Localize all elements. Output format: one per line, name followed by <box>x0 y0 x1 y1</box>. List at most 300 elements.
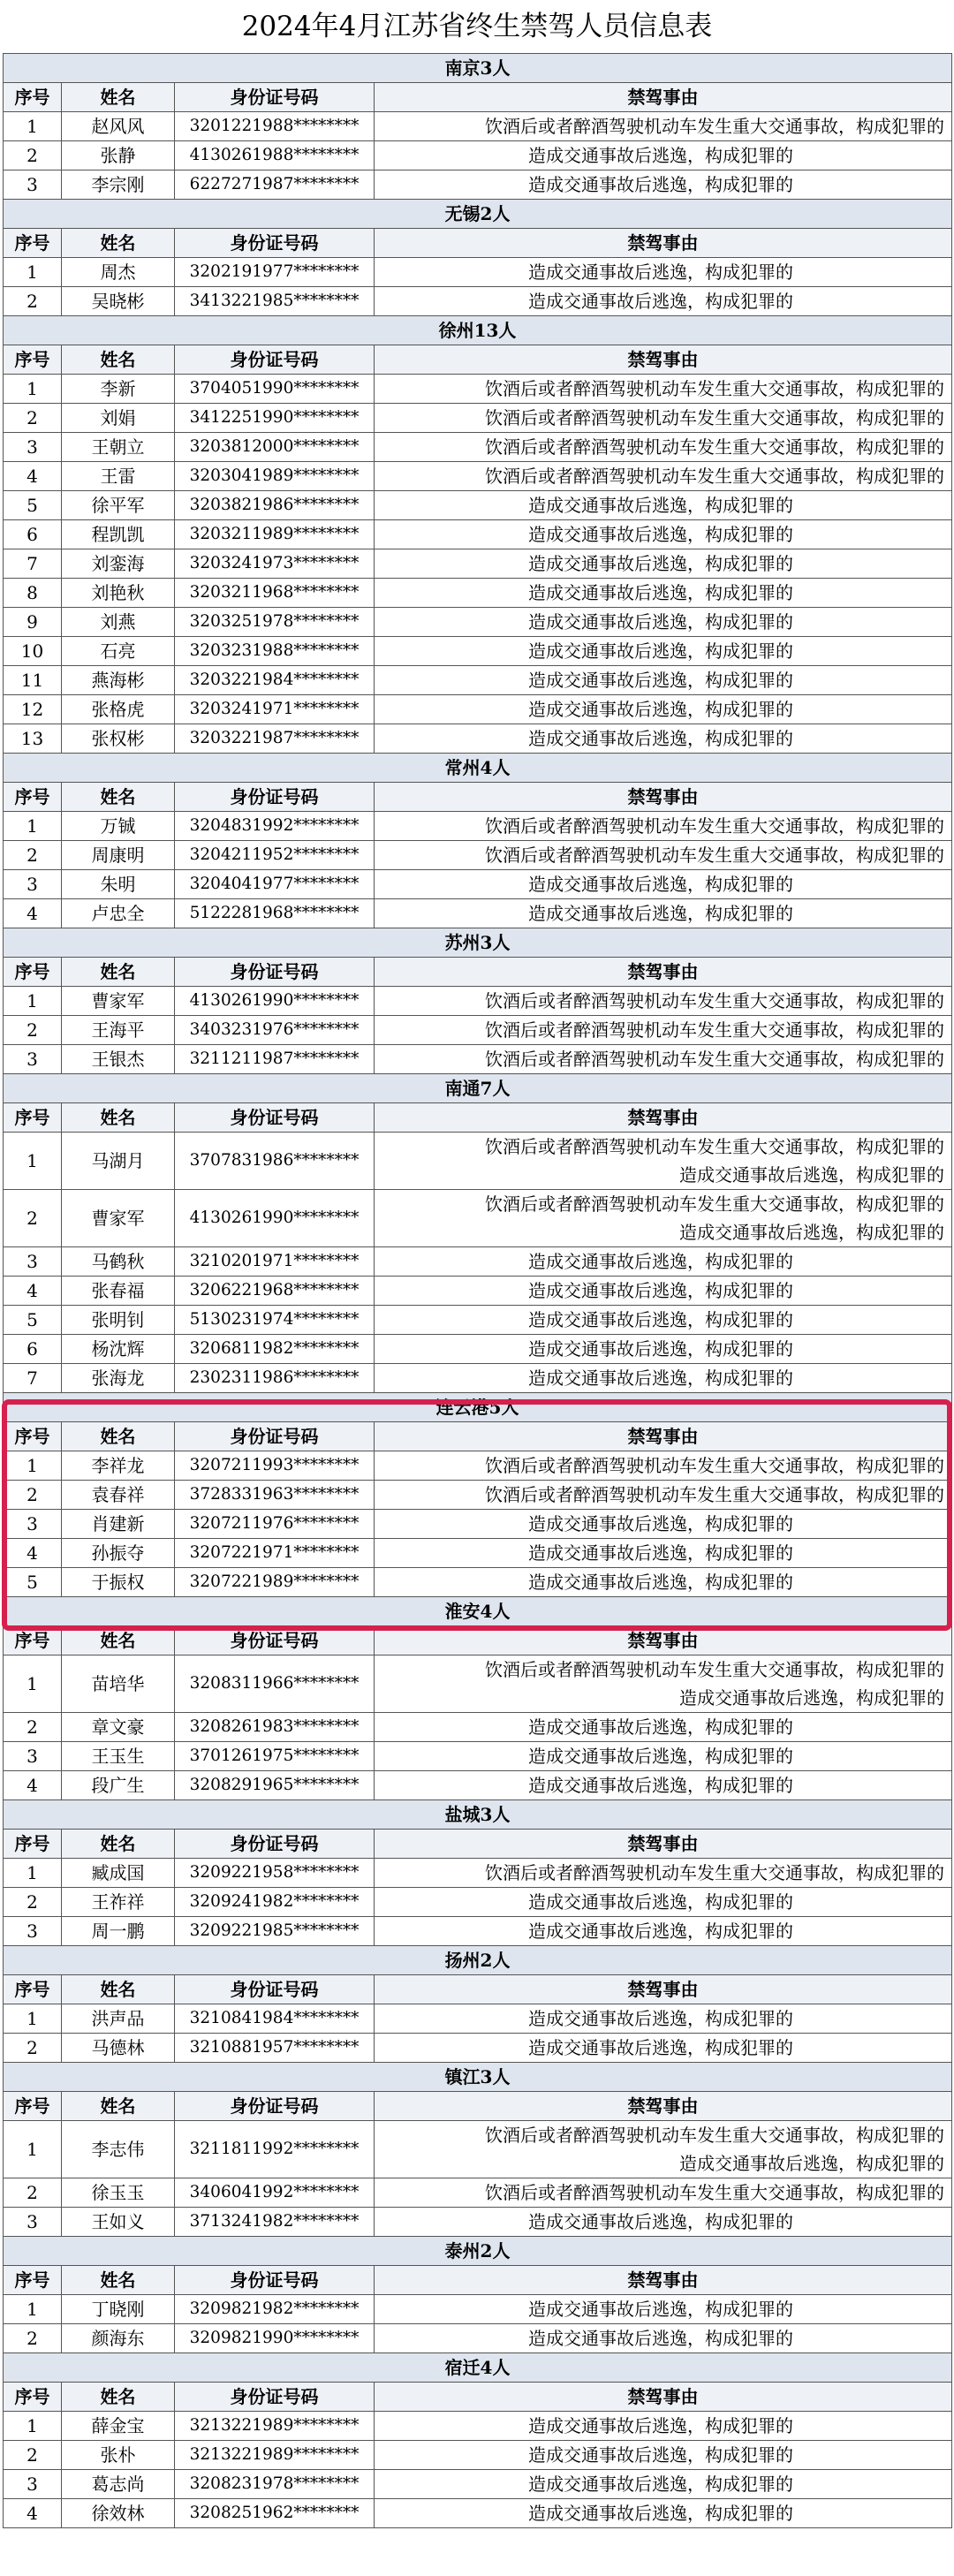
city-header: 盐城3人 <box>4 1800 952 1830</box>
id-cell: 3207221971******** <box>175 1539 375 1568</box>
name-cell: 洪声品 <box>62 2004 175 2034</box>
seq-cell: 6 <box>4 1335 62 1364</box>
table-row <box>4 1190 952 1247</box>
city-header: 无锡2人 <box>4 200 952 229</box>
name-cell: 王海平 <box>62 1016 175 1045</box>
reason-cell: 造成交通事故后逃逸，构成犯罪的 <box>375 695 952 724</box>
id-cell: 3204831992******** <box>175 812 375 841</box>
name-cell: 薛金宝 <box>62 2412 175 2441</box>
reason-cell: 造成交通事故后逃逸，构成犯罪的 <box>375 2004 952 2034</box>
seq-cell: 6 <box>4 520 62 549</box>
city-header-row <box>4 54 952 83</box>
name-cell: 段广生 <box>62 1771 175 1800</box>
column-header-row <box>4 958 952 987</box>
id-cell: 4130261988******** <box>175 141 375 170</box>
table-row <box>4 404 952 433</box>
id-cell: 3209221958******** <box>175 1859 375 1888</box>
reason-line-dui: 饮酒后或者醉酒驾驶机动车发生重大交通事故，构成犯罪的 <box>485 1193 945 1215</box>
seq-cell: 1 <box>4 987 62 1016</box>
name-cell: 马德林 <box>62 2034 175 2063</box>
seq-cell: 5 <box>4 1568 62 1597</box>
reason-cell: 饮酒后或者醉酒驾驶机动车发生重大交通事故，构成犯罪的 <box>375 1451 952 1481</box>
table-row <box>4 1539 952 1568</box>
name-cell: 张格虎 <box>62 695 175 724</box>
name-cell: 王雷 <box>62 462 175 491</box>
city-header: 淮安4人 <box>4 1597 952 1626</box>
col-header-reason: 禁驾事由 <box>375 2092 952 2121</box>
seq-cell: 3 <box>4 1247 62 1277</box>
reason-cell: 造成交通事故后逃逸，构成犯罪的 <box>375 1277 952 1306</box>
col-header-name: 姓名 <box>62 1626 175 1655</box>
table-row <box>4 2324 952 2353</box>
col-header-reason: 禁驾事由 <box>375 1830 952 1859</box>
table-row <box>4 2470 952 2499</box>
name-cell: 王祚祥 <box>62 1888 175 1917</box>
reason-cell: 饮酒后或者醉酒驾驶机动车发生重大交通事故，构成犯罪的 <box>375 375 952 404</box>
table-row <box>4 841 952 870</box>
table-row <box>4 112 952 141</box>
id-cell: 3202191977******** <box>175 258 375 287</box>
seq-cell: 3 <box>4 1045 62 1074</box>
seq-cell: 4 <box>4 1539 62 1568</box>
table-row <box>4 1277 952 1306</box>
name-cell: 程凯凯 <box>62 520 175 549</box>
seq-cell: 5 <box>4 1306 62 1335</box>
col-header-name: 姓名 <box>62 345 175 375</box>
col-header-seq: 序号 <box>4 229 62 258</box>
city-header-row <box>4 928 952 958</box>
reason-cell: 造成交通事故后逃逸，构成犯罪的 <box>375 2470 952 2499</box>
reason-cell: 造成交通事故后逃逸，构成犯罪的 <box>375 724 952 754</box>
page-title: 2024年4月江苏省终生禁驾人员信息表 <box>241 11 713 42</box>
table-row <box>4 287 952 316</box>
table-row <box>4 170 952 200</box>
reason-cell: 饮酒后或者醉酒驾驶机动车发生重大交通事故，构成犯罪的 <box>375 1016 952 1045</box>
name-cell: 张海龙 <box>62 1364 175 1393</box>
seq-cell: 1 <box>4 1655 62 1713</box>
seq-cell: 1 <box>4 2004 62 2034</box>
table-row <box>4 433 952 462</box>
reason-cell: 造成交通事故后逃逸，构成犯罪的 <box>375 899 952 928</box>
col-header-name: 姓名 <box>62 958 175 987</box>
table-row <box>4 141 952 170</box>
col-header-id: 身份证号码 <box>175 783 375 812</box>
seq-cell: 2 <box>4 841 62 870</box>
seq-cell: 4 <box>4 1771 62 1800</box>
seq-cell: 2 <box>4 2324 62 2353</box>
id-cell: 3203211968******** <box>175 579 375 608</box>
col-header-seq: 序号 <box>4 1830 62 1859</box>
city-header-row <box>4 1597 952 1626</box>
table-row <box>4 1306 952 1335</box>
name-cell: 燕海彬 <box>62 666 175 695</box>
id-cell: 3207211993******** <box>175 1451 375 1481</box>
column-header-row <box>4 783 952 812</box>
col-header-reason: 禁驾事由 <box>375 83 952 112</box>
seq-cell: 3 <box>4 1510 62 1539</box>
id-cell: 3203821986******** <box>175 491 375 520</box>
table-row <box>4 520 952 549</box>
reason-cell: 造成交通事故后逃逸，构成犯罪的 <box>375 2441 952 2470</box>
col-header-reason: 禁驾事由 <box>375 958 952 987</box>
reason-cell: 造成交通事故后逃逸，构成犯罪的 <box>375 2295 952 2324</box>
table-row <box>4 491 952 520</box>
table-row <box>4 1568 952 1597</box>
table-row <box>4 812 952 841</box>
id-cell: 3210201971******** <box>175 1247 375 1277</box>
city-header-row <box>4 2353 952 2383</box>
name-cell: 曹家军 <box>62 1190 175 1247</box>
col-header-seq: 序号 <box>4 958 62 987</box>
reason-cell: 造成交通事故后逃逸，构成犯罪的 <box>375 666 952 695</box>
reason-cell: 饮酒后或者醉酒驾驶机动车发生重大交通事故，构成犯罪的 <box>375 1045 952 1074</box>
name-cell: 王朝立 <box>62 433 175 462</box>
id-cell: 3204211952******** <box>175 841 375 870</box>
table-row <box>4 2412 952 2441</box>
seq-cell: 1 <box>4 1133 62 1190</box>
col-header-name: 姓名 <box>62 1975 175 2004</box>
reason-cell: 造成交通事故后逃逸，构成犯罪的 <box>375 1713 952 1742</box>
name-cell: 马湖月 <box>62 1133 175 1190</box>
table-row <box>4 2208 952 2237</box>
name-cell: 万铖 <box>62 812 175 841</box>
seq-cell: 2 <box>4 287 62 316</box>
reason-line-dui: 饮酒后或者醉酒驾驶机动车发生重大交通事故，构成犯罪的 <box>485 1136 945 1157</box>
name-cell: 王玉生 <box>62 1742 175 1771</box>
table-row <box>4 899 952 928</box>
seq-cell: 3 <box>4 870 62 899</box>
seq-cell: 4 <box>4 1277 62 1306</box>
table-row <box>4 2499 952 2528</box>
seq-cell: 1 <box>4 2121 62 2178</box>
seq-cell: 4 <box>4 899 62 928</box>
table-row <box>4 1655 952 1713</box>
reason-cell <box>375 1190 952 1247</box>
table-row <box>4 1481 952 1510</box>
name-cell: 刘娟 <box>62 404 175 433</box>
seq-cell: 2 <box>4 2034 62 2063</box>
reason-cell: 造成交通事故后逃逸，构成犯罪的 <box>375 2208 952 2237</box>
id-cell: 6227271987******** <box>175 170 375 200</box>
seq-cell: 2 <box>4 1888 62 1917</box>
id-cell: 3203221987******** <box>175 724 375 754</box>
name-cell: 葛志尚 <box>62 2470 175 2499</box>
seq-cell: 1 <box>4 2295 62 2324</box>
reason-line-dui: 饮酒后或者醉酒驾驶机动车发生重大交通事故，构成犯罪的 <box>485 1659 945 1680</box>
name-cell: 马鹤秋 <box>62 1247 175 1277</box>
id-cell: 5130231974******** <box>175 1306 375 1335</box>
col-header-seq: 序号 <box>4 1626 62 1655</box>
reason-cell: 造成交通事故后逃逸，构成犯罪的 <box>375 1539 952 1568</box>
reason-cell: 造成交通事故后逃逸，构成犯罪的 <box>375 1247 952 1277</box>
seq-cell: 12 <box>4 695 62 724</box>
col-header-seq: 序号 <box>4 2383 62 2412</box>
name-cell: 丁晓刚 <box>62 2295 175 2324</box>
column-header-row <box>4 1422 952 1451</box>
id-cell: 5122281968******** <box>175 899 375 928</box>
reason-cell: 造成交通事故后逃逸，构成犯罪的 <box>375 1306 952 1335</box>
table-row <box>4 375 952 404</box>
seq-cell: 1 <box>4 258 62 287</box>
id-cell: 3201221988******** <box>175 112 375 141</box>
driver-ban-table <box>3 53 952 2528</box>
id-cell: 3211211987******** <box>175 1045 375 1074</box>
reason-line-hitrun: 造成交通事故后逃逸，构成犯罪的 <box>679 2153 945 2174</box>
reason-cell: 造成交通事故后逃逸，构成犯罪的 <box>375 870 952 899</box>
id-cell: 3208311966******** <box>175 1655 375 1713</box>
id-cell: 3403231976******** <box>175 1016 375 1045</box>
id-cell: 4130261990******** <box>175 1190 375 1247</box>
seq-cell: 13 <box>4 724 62 754</box>
table-row <box>4 1917 952 1946</box>
reason-cell: 造成交通事故后逃逸，构成犯罪的 <box>375 1888 952 1917</box>
col-header-name: 姓名 <box>62 83 175 112</box>
col-header-id: 身份证号码 <box>175 1103 375 1133</box>
name-cell: 赵风风 <box>62 112 175 141</box>
reason-cell: 饮酒后或者醉酒驾驶机动车发生重大交通事故，构成犯罪的 <box>375 987 952 1016</box>
reason-cell: 造成交通事故后逃逸，构成犯罪的 <box>375 287 952 316</box>
reason-cell: 饮酒后或者醉酒驾驶机动车发生重大交通事故，构成犯罪的 <box>375 812 952 841</box>
reason-cell: 饮酒后或者醉酒驾驶机动车发生重大交通事故，构成犯罪的 <box>375 1859 952 1888</box>
reason-cell: 造成交通事故后逃逸，构成犯罪的 <box>375 1335 952 1364</box>
name-cell: 王如义 <box>62 2208 175 2237</box>
col-header-reason: 禁驾事由 <box>375 1626 952 1655</box>
reason-cell: 造成交通事故后逃逸，构成犯罪的 <box>375 258 952 287</box>
col-header-seq: 序号 <box>4 2266 62 2295</box>
table-row <box>4 258 952 287</box>
id-cell: 4130261990******** <box>175 987 375 1016</box>
table-row <box>4 1045 952 1074</box>
seq-cell: 2 <box>4 141 62 170</box>
reason-cell <box>375 1655 952 1713</box>
col-header-id: 身份证号码 <box>175 83 375 112</box>
col-header-seq: 序号 <box>4 345 62 375</box>
reason-cell: 造成交通事故后逃逸，构成犯罪的 <box>375 637 952 666</box>
id-cell: 3203251978******** <box>175 608 375 637</box>
col-header-id: 身份证号码 <box>175 1975 375 2004</box>
reason-cell <box>375 2121 952 2178</box>
col-header-id: 身份证号码 <box>175 958 375 987</box>
seq-cell: 2 <box>4 2441 62 2470</box>
col-header-reason: 禁驾事由 <box>375 345 952 375</box>
table-row <box>4 608 952 637</box>
name-cell: 张权彬 <box>62 724 175 754</box>
seq-cell: 3 <box>4 1917 62 1946</box>
name-cell: 张朴 <box>62 2441 175 2470</box>
name-cell: 张春福 <box>62 1277 175 1306</box>
id-cell: 3209221985******** <box>175 1917 375 1946</box>
col-header-id: 身份证号码 <box>175 1422 375 1451</box>
column-header-row <box>4 1103 952 1133</box>
seq-cell: 1 <box>4 375 62 404</box>
table-body <box>4 54 952 2528</box>
col-header-name: 姓名 <box>62 2092 175 2121</box>
col-header-id: 身份证号码 <box>175 1830 375 1859</box>
reason-cell: 造成交通事故后逃逸，构成犯罪的 <box>375 608 952 637</box>
reason-cell: 造成交通事故后逃逸，构成犯罪的 <box>375 491 952 520</box>
seq-cell: 1 <box>4 812 62 841</box>
col-header-id: 身份证号码 <box>175 2383 375 2412</box>
col-header-id: 身份证号码 <box>175 2092 375 2121</box>
id-cell: 3209821990******** <box>175 2324 375 2353</box>
id-cell: 3713241982******** <box>175 2208 375 2237</box>
table-row <box>4 1742 952 1771</box>
name-cell: 臧成国 <box>62 1859 175 1888</box>
reason-cell: 饮酒后或者醉酒驾驶机动车发生重大交通事故，构成犯罪的 <box>375 112 952 141</box>
city-header: 徐州13人 <box>4 316 952 345</box>
table-row <box>4 1247 952 1277</box>
id-cell: 2302311986******** <box>175 1364 375 1393</box>
col-header-name: 姓名 <box>62 229 175 258</box>
name-cell: 章文豪 <box>62 1713 175 1742</box>
name-cell: 李宗刚 <box>62 170 175 200</box>
table-row <box>4 2295 952 2324</box>
city-header-row <box>4 316 952 345</box>
col-header-seq: 序号 <box>4 1103 62 1133</box>
name-cell: 朱明 <box>62 870 175 899</box>
reason-cell: 造成交通事故后逃逸，构成犯罪的 <box>375 1568 952 1597</box>
city-header: 扬州2人 <box>4 1946 952 1975</box>
table-row <box>4 695 952 724</box>
id-cell: 3208231978******** <box>175 2470 375 2499</box>
name-cell: 苗培华 <box>62 1655 175 1713</box>
seq-cell: 3 <box>4 1742 62 1771</box>
column-header-row <box>4 1830 952 1859</box>
col-header-reason: 禁驾事由 <box>375 1975 952 2004</box>
reason-cell: 造成交通事故后逃逸，构成犯罪的 <box>375 2412 952 2441</box>
name-cell: 卢忠全 <box>62 899 175 928</box>
seq-cell: 7 <box>4 549 62 579</box>
col-header-name: 姓名 <box>62 783 175 812</box>
col-header-name: 姓名 <box>62 2266 175 2295</box>
seq-cell: 7 <box>4 1364 62 1393</box>
reason-cell: 造成交通事故后逃逸，构成犯罪的 <box>375 2324 952 2353</box>
id-cell: 3206811982******** <box>175 1335 375 1364</box>
id-cell: 3206221968******** <box>175 1277 375 1306</box>
id-cell: 3207211976******** <box>175 1510 375 1539</box>
col-header-seq: 序号 <box>4 783 62 812</box>
seq-cell: 3 <box>4 2470 62 2499</box>
table-row <box>4 1859 952 1888</box>
table-row <box>4 2178 952 2208</box>
name-cell: 周杰 <box>62 258 175 287</box>
id-cell: 3203221984******** <box>175 666 375 695</box>
table-row <box>4 1133 952 1190</box>
col-header-reason: 禁驾事由 <box>375 229 952 258</box>
seq-cell: 2 <box>4 1016 62 1045</box>
table-row <box>4 870 952 899</box>
id-cell: 3208291965******** <box>175 1771 375 1800</box>
seq-cell: 9 <box>4 608 62 637</box>
column-header-row <box>4 83 952 112</box>
name-cell: 徐平军 <box>62 491 175 520</box>
reason-cell: 饮酒后或者醉酒驾驶机动车发生重大交通事故，构成犯罪的 <box>375 462 952 491</box>
reason-line-hitrun: 造成交通事故后逃逸，构成犯罪的 <box>679 1687 945 1708</box>
id-cell: 3210841984******** <box>175 2004 375 2034</box>
id-cell: 3213221989******** <box>175 2412 375 2441</box>
col-header-id: 身份证号码 <box>175 2266 375 2295</box>
reason-cell: 造成交通事故后逃逸，构成犯罪的 <box>375 1771 952 1800</box>
table-row <box>4 1364 952 1393</box>
id-cell: 3209821982******** <box>175 2295 375 2324</box>
reason-cell <box>375 1133 952 1190</box>
id-cell: 3213221989******** <box>175 2441 375 2470</box>
seq-cell: 2 <box>4 1190 62 1247</box>
city-header-row <box>4 2237 952 2266</box>
seq-cell: 4 <box>4 2499 62 2528</box>
col-header-seq: 序号 <box>4 83 62 112</box>
name-cell: 石亮 <box>62 637 175 666</box>
reason-cell: 饮酒后或者醉酒驾驶机动车发生重大交通事故，构成犯罪的 <box>375 1481 952 1510</box>
city-header: 苏州3人 <box>4 928 952 958</box>
name-cell: 刘銮海 <box>62 549 175 579</box>
city-header-row <box>4 1946 952 1975</box>
name-cell: 刘燕 <box>62 608 175 637</box>
reason-cell: 造成交通事故后逃逸，构成犯罪的 <box>375 520 952 549</box>
table-row <box>4 637 952 666</box>
table-row <box>4 2441 952 2470</box>
city-header: 连云港5人 <box>4 1393 952 1422</box>
column-header-row <box>4 229 952 258</box>
seq-cell: 5 <box>4 491 62 520</box>
name-cell: 肖建新 <box>62 1510 175 1539</box>
col-header-seq: 序号 <box>4 1975 62 2004</box>
seq-cell: 10 <box>4 637 62 666</box>
col-header-name: 姓名 <box>62 1103 175 1133</box>
table-row <box>4 666 952 695</box>
table-row <box>4 462 952 491</box>
id-cell: 3209241982******** <box>175 1888 375 1917</box>
name-cell: 张明钊 <box>62 1306 175 1335</box>
col-header-reason: 禁驾事由 <box>375 783 952 812</box>
name-cell: 孙振夺 <box>62 1539 175 1568</box>
table-row <box>4 1713 952 1742</box>
seq-cell: 3 <box>4 433 62 462</box>
reason-cell: 造成交通事故后逃逸，构成犯罪的 <box>375 170 952 200</box>
col-header-name: 姓名 <box>62 1830 175 1859</box>
col-header-seq: 序号 <box>4 1422 62 1451</box>
id-cell: 3208251962******** <box>175 2499 375 2528</box>
reason-line-dui: 饮酒后或者醉酒驾驶机动车发生重大交通事故，构成犯罪的 <box>485 2125 945 2146</box>
col-header-seq: 序号 <box>4 2092 62 2121</box>
table-row <box>4 1888 952 1917</box>
id-cell: 3207221989******** <box>175 1568 375 1597</box>
seq-cell: 8 <box>4 579 62 608</box>
name-cell: 刘艳秋 <box>62 579 175 608</box>
id-cell: 3208261983******** <box>175 1713 375 1742</box>
city-header-row <box>4 200 952 229</box>
seq-cell: 1 <box>4 1451 62 1481</box>
col-header-name: 姓名 <box>62 1422 175 1451</box>
seq-cell: 3 <box>4 2208 62 2237</box>
column-header-row <box>4 2092 952 2121</box>
city-header-row <box>4 1800 952 1830</box>
id-cell: 3707831986******** <box>175 1133 375 1190</box>
table-row <box>4 2121 952 2178</box>
reason-cell: 饮酒后或者醉酒驾驶机动车发生重大交通事故，构成犯罪的 <box>375 433 952 462</box>
name-cell: 杨沈辉 <box>62 1335 175 1364</box>
reason-cell: 造成交通事故后逃逸，构成犯罪的 <box>375 1510 952 1539</box>
name-cell: 颜海东 <box>62 2324 175 2353</box>
city-header: 常州4人 <box>4 754 952 783</box>
id-cell: 3203241971******** <box>175 695 375 724</box>
reason-cell: 造成交通事故后逃逸，构成犯罪的 <box>375 549 952 579</box>
reason-cell: 造成交通事故后逃逸，构成犯罪的 <box>375 1742 952 1771</box>
name-cell: 张静 <box>62 141 175 170</box>
column-header-row <box>4 345 952 375</box>
col-header-reason: 禁驾事由 <box>375 1422 952 1451</box>
table-row <box>4 1451 952 1481</box>
